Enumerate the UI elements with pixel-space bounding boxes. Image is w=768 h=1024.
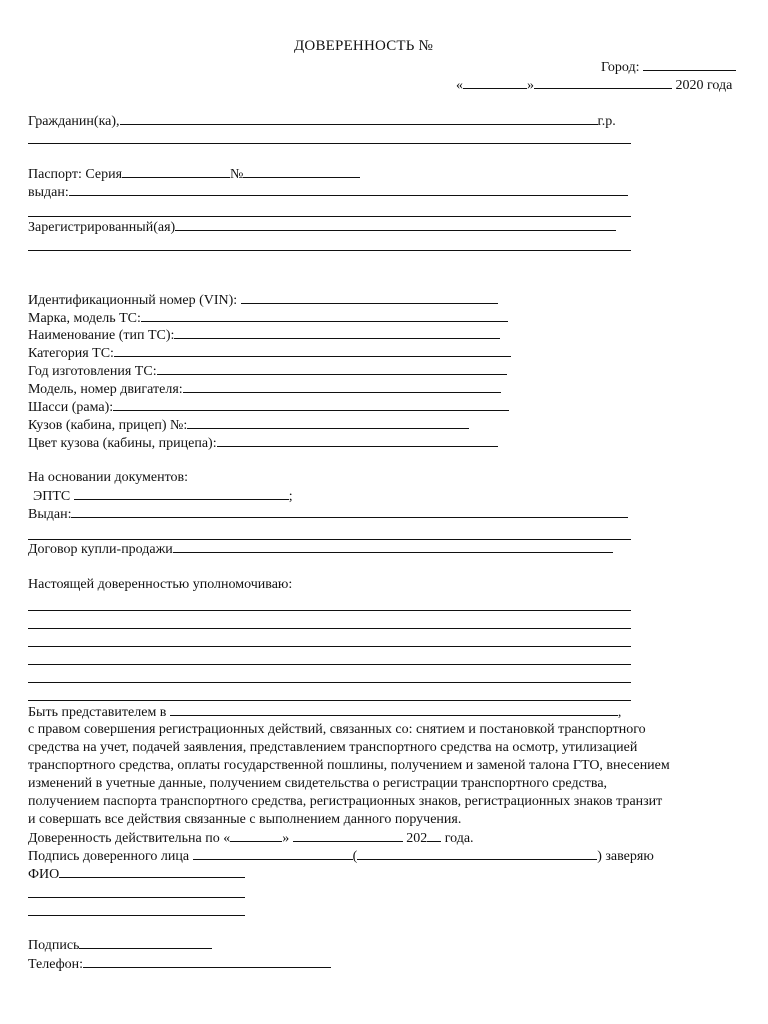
trustee-signature-row <box>28 848 654 865</box>
vehicle-year-field[interactable] <box>157 363 507 375</box>
signature-row <box>28 937 212 954</box>
vehicle-vin-row <box>28 292 498 309</box>
authorize-line-4[interactable] <box>28 664 631 665</box>
documents-issued-label: Выдан: <box>28 507 72 522</box>
date-open-quote: « <box>456 78 463 93</box>
signature-field[interactable] <box>79 937 212 949</box>
registered-row <box>28 219 616 236</box>
vehicle-year-row <box>28 363 507 380</box>
trustee-signature-label: Подпись доверенного лица <box>28 849 190 864</box>
vehicle-engine-label: Модель, номер двигателя: <box>28 382 183 397</box>
vehicle-make-row <box>28 310 508 327</box>
phone-field[interactable] <box>83 956 331 968</box>
citizen-field[interactable] <box>120 113 598 125</box>
vehicle-category-row <box>28 345 511 362</box>
vehicle-make-label: Марка, модель ТС: <box>28 311 141 326</box>
validity-month-field[interactable] <box>293 830 403 842</box>
passport-issued-field[interactable] <box>69 184 628 196</box>
vehicle-body-label: Кузов (кабина, прицеп) №: <box>28 418 188 433</box>
vehicle-body-row <box>28 417 469 434</box>
city-row <box>601 59 736 76</box>
vehicle-engine-row <box>28 381 501 398</box>
vehicle-chassis-row <box>28 399 509 416</box>
passport-issued-line-2[interactable] <box>28 216 631 217</box>
vehicle-color-label: Цвет кузова (кабины, прицепа): <box>28 436 217 451</box>
date-day-field[interactable] <box>463 77 527 89</box>
validity-mid: » <box>282 831 290 846</box>
epts-row <box>33 488 293 505</box>
phone-row <box>28 956 331 973</box>
documents-heading: На основании документов: <box>28 470 189 485</box>
authorize-line-1[interactable] <box>28 610 631 611</box>
citizen-suffix: г.р. <box>597 114 616 129</box>
vehicle-body-field[interactable] <box>187 417 469 429</box>
date-month-field[interactable] <box>534 77 672 89</box>
vehicle-vin-field[interactable] <box>241 292 498 304</box>
documents-issued-line-2[interactable] <box>28 539 631 540</box>
contract-field[interactable] <box>173 541 613 553</box>
powers-line: средства на учет, подачей заявления, представлением транспортного средства на осмотр, утилизацией <box>28 740 638 755</box>
date-close-quote: » <box>527 78 534 93</box>
phone-label: Телефон: <box>28 957 84 972</box>
validity-suffix: года. <box>444 831 474 846</box>
representative-field[interactable] <box>170 704 618 716</box>
fio-label: ФИО <box>28 867 60 882</box>
validity-row <box>28 830 474 847</box>
signature-label: Подпись <box>28 938 80 953</box>
documents-issued-field[interactable] <box>71 506 628 518</box>
authorize-line-3[interactable] <box>28 646 631 647</box>
date-row <box>456 77 732 94</box>
trustee-close: ) <box>597 849 602 864</box>
vehicle-color-row <box>28 435 498 452</box>
authorize-line-5[interactable] <box>28 682 631 683</box>
vehicle-color-field[interactable] <box>217 435 498 447</box>
vehicle-year-label: Год изготовления ТС: <box>28 364 157 379</box>
vehicle-category-label: Категория ТС: <box>28 346 114 361</box>
registered-field[interactable] <box>175 219 616 231</box>
contract-label: Договор купли-продажи <box>28 542 173 557</box>
powers-line: транспортного средства, оплаты государственной пошлины, получением и заменой талона ГТО, внесением <box>28 758 670 773</box>
date-year: 2020 года <box>675 78 733 93</box>
vehicle-type-field[interactable] <box>174 327 500 339</box>
authorize-line-6[interactable] <box>28 700 631 701</box>
vehicle-engine-field[interactable] <box>183 381 501 393</box>
validity-year-field[interactable] <box>427 830 441 842</box>
registered-line-2[interactable] <box>28 250 631 251</box>
passport-series-label: Паспорт: Серия <box>28 167 123 182</box>
representative-label: Быть представителем в <box>28 705 167 720</box>
passport-series-field[interactable] <box>122 166 230 178</box>
trustee-suffix: заверяю <box>605 849 654 864</box>
page-title: ДОВЕРЕННОСТЬ № <box>294 38 434 54</box>
vehicle-category-field[interactable] <box>114 345 511 357</box>
representative-row <box>28 704 621 721</box>
passport-issued-row <box>28 184 628 201</box>
epts-field[interactable] <box>74 488 289 500</box>
epts-label: ЭПТС <box>33 489 71 504</box>
vehicle-type-row <box>28 327 500 344</box>
passport-number-field[interactable] <box>243 166 360 178</box>
epts-suffix: ; <box>288 489 293 504</box>
vehicle-make-field[interactable] <box>141 310 508 322</box>
authorize-label: Настоящей доверенностью уполномочиваю: <box>28 577 293 592</box>
authorize-line-2[interactable] <box>28 628 631 629</box>
representative-suffix: , <box>617 705 622 720</box>
fio-line-3[interactable] <box>28 915 245 916</box>
passport-issued-label: выдан: <box>28 185 69 200</box>
trustee-open: ( <box>352 849 358 864</box>
powers-line: с правом совершения регистрационных действий, связанных со: снятием и постановкой транспортного <box>28 722 646 737</box>
validity-year: 202 <box>406 831 428 846</box>
registered-label: Зарегистрированный(ая) <box>28 220 176 235</box>
passport-row <box>28 166 360 183</box>
powers-line: изменений в учетные данные, получением свидетельства о регистрации транспортного средства, <box>28 776 608 791</box>
vehicle-vin-label: Идентификационный номер (VIN): <box>28 293 238 308</box>
passport-number-label: № <box>230 167 244 182</box>
trustee-signature-field[interactable] <box>193 848 353 860</box>
citizen-line-2[interactable] <box>28 143 631 144</box>
citizen-label: Гражданин(ка), <box>28 114 120 129</box>
documents-issued-row <box>28 506 628 523</box>
fio-field[interactable] <box>59 866 245 878</box>
vehicle-chassis-label: Шасси (рама): <box>28 400 114 415</box>
fio-line-2[interactable] <box>28 897 245 898</box>
contract-row <box>28 541 613 558</box>
vehicle-type-label: Наименование (тип ТС): <box>28 328 175 343</box>
powers-line: и совершать все действия связанные с выполнением данного поручения. <box>28 812 462 827</box>
fio-row <box>28 866 245 883</box>
city-label: Город: <box>601 60 640 75</box>
city-field[interactable] <box>643 59 736 71</box>
trustee-name-field[interactable] <box>357 848 597 860</box>
vehicle-chassis-field[interactable] <box>113 399 509 411</box>
citizen-row <box>28 113 616 130</box>
powers-line: получением паспорта транспортного средства, регистрационных знаков, регистрационных знаков транзит <box>28 794 663 809</box>
validity-day-field[interactable] <box>230 830 282 842</box>
validity-label: Доверенность действительна по « <box>28 831 231 846</box>
